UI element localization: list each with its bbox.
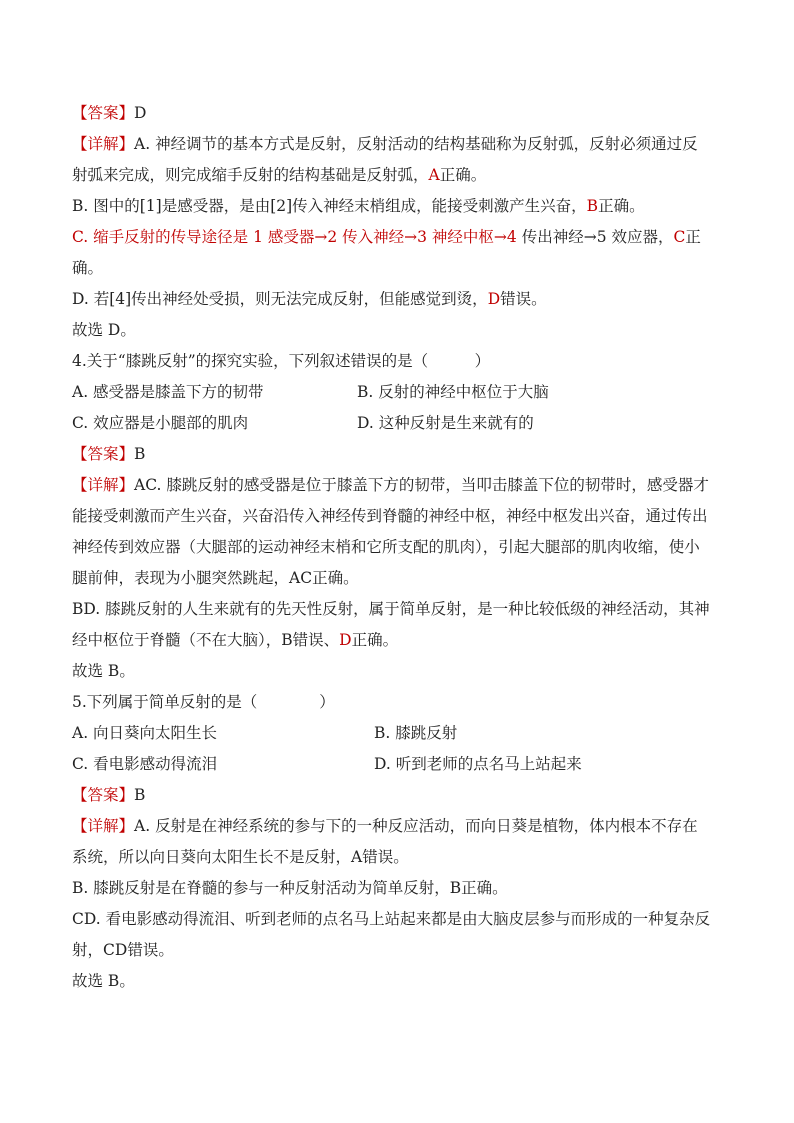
detail-text: 正确。 <box>351 631 399 649</box>
detail-text: 正确。 <box>598 197 645 215</box>
q3-detail-a-line1 <box>72 129 724 160</box>
q4-detail-ac-line4 <box>72 563 724 594</box>
q4-stem <box>72 346 724 377</box>
detail-text: 错误。 <box>127 941 174 959</box>
q4-detail-ac-line1 <box>72 470 724 501</box>
detail-tag: 【详解】 <box>72 476 135 494</box>
detail-text: AC. 膝跳反射的感受器是位于膝盖下方的韧带，当叩击膝盖下位的韧带时，感受器才 <box>134 476 709 494</box>
q4-options-row1 <box>72 377 724 408</box>
q3-detail-d <box>72 284 724 315</box>
q5-choose <box>72 966 724 997</box>
detail-text: 系统，所以向日葵向太阳生长不是反射， <box>72 848 352 866</box>
option-c: C. 看电影感动得流泪 <box>72 755 218 773</box>
option-mark: CD <box>103 941 128 959</box>
q3-detail-a-line2 <box>72 160 724 191</box>
q4-options-row2 <box>72 408 724 439</box>
choose-text: 故选 B。 <box>72 662 135 680</box>
option-b: B. 反射的神经中枢位于大脑 <box>357 383 549 401</box>
q4-detail-bd-line2 <box>72 625 724 656</box>
option-mark: C <box>673 228 686 246</box>
detail-text: 能接受刺激而产生兴奋，兴奋沿传入神经传到脊髓的神经中枢，神经中枢发出兴奋，通过传出 <box>72 507 708 525</box>
choose-text: 故选 D。 <box>72 321 136 339</box>
option-mark: B <box>281 631 293 649</box>
detail-text: 神经传到效应器（大腿部的运动神经末梢和它所支配的肌肉），引起大腿部的肌肉收缩，使小 <box>72 538 700 556</box>
question-stem: 5.下列属于简单反射的是（ ） <box>72 693 335 711</box>
option-mark: B <box>586 197 599 215</box>
option-mark: D <box>339 631 352 649</box>
detail-text: 错误。 <box>362 848 409 866</box>
document-page <box>72 98 724 997</box>
answer-tag: 【答案】 <box>72 786 135 804</box>
detail-text: CD. 看电影感动得流泪、听到老师的点名马上站起来都是由大脑皮层参与而形成的一种复杂反 <box>72 910 711 928</box>
q5-detail-cd-line2 <box>72 935 724 966</box>
detail-text: 腿前伸，表现为小腿突然跳起， <box>72 569 290 587</box>
detail-text: 射， <box>72 941 104 959</box>
detail-tag: 【详解】 <box>72 817 135 835</box>
option-mark: AC <box>289 569 313 587</box>
q3-detail-b <box>72 191 724 222</box>
q4-detail-ac-line3 <box>72 532 724 563</box>
detail-text: D. 若[4]传出神经处受损，则无法完成反射，但能感觉到烫， <box>72 290 488 308</box>
detail-text: B. 图中的[1]是感受器，是由[2]传入神经末梢组成，能接受刺激产生兴奋， <box>72 197 587 215</box>
detail-text: 经中枢位于脊髓（不在大脑）， <box>72 631 282 649</box>
detail-text: 正确。 <box>439 166 487 184</box>
detail-text: 确。 <box>72 259 104 277</box>
detail-text: 正确。 <box>312 569 359 587</box>
detail-tag: 【详解】 <box>72 135 135 153</box>
question-stem: 4.关于“膝跳反射”的探究实验，下列叙述错误的是（ ） <box>72 352 491 370</box>
q5-detail-a-line1 <box>72 811 724 842</box>
detail-text: 错误。 <box>500 290 547 308</box>
q4-answer <box>72 439 724 470</box>
q3-detail-c-line1 <box>72 222 724 253</box>
answer-tag: 【答案】 <box>72 445 135 463</box>
q4-detail-ac-line2 <box>72 501 724 532</box>
detail-text: 正 <box>685 228 701 246</box>
option-a: A. 向日葵向太阳生长 <box>72 724 218 742</box>
q5-detail-cd-line1 <box>72 904 724 935</box>
option-mark: A <box>428 166 440 184</box>
detail-text: 射弧来完成，则完成缩手反射的结构基础是反射弧， <box>72 166 429 184</box>
choose-text: 故选 B。 <box>72 972 135 990</box>
detail-text: 传出神经→5 效应器， <box>516 228 674 246</box>
detail-text: 错误、 <box>292 631 340 649</box>
detail-text: A. 神经调节的基本方式是反射，反射活动的结构基础称为反射弧，反射必须通过反 <box>134 135 698 153</box>
q3-detail-c-line2 <box>72 253 724 284</box>
detail-text: BD. 膝跳反射的人生来就有的先天性反射，属于简单反射，是一种比较低级的神经活动，其神 <box>72 600 710 618</box>
option-d: D. 听到老师的点名马上站起来 <box>374 755 582 773</box>
option-a: A. 感受器是膝盖下方的韧带 <box>72 383 264 401</box>
q5-stem <box>72 687 724 718</box>
q4-choose <box>72 656 724 687</box>
answer-value: D <box>134 104 147 122</box>
option-mark: D <box>487 290 501 308</box>
option-b: B. 膝跳反射 <box>374 724 458 742</box>
detail-text: C. 缩手反射的传导途径是 1 感受器→2 传入神经→3 神经中枢→ <box>72 228 507 246</box>
detail-text: A. 反射是在神经系统的参与下的一种反应活动，而向日葵是植物，体内根本不存在 <box>134 817 698 835</box>
detail-number: 4 <box>506 228 517 246</box>
q3-choose <box>72 315 724 346</box>
q4-detail-bd-line1 <box>72 594 724 625</box>
option-mark: B <box>449 879 462 897</box>
option-d: D. 这种反射是生来就有的 <box>357 414 534 432</box>
q5-options-row2 <box>72 749 724 780</box>
detail-text: 正确。 <box>461 879 508 897</box>
option-mark: A <box>351 848 363 866</box>
answer-value: B <box>134 786 146 804</box>
answer-tag: 【答案】 <box>72 104 135 122</box>
q5-detail-b <box>72 873 724 904</box>
option-c: C. 效应器是小腿部的肌肉 <box>72 414 249 432</box>
q5-detail-a-line2 <box>72 842 724 873</box>
detail-text: B. 膝跳反射是在脊髓的参与一种反射活动为简单反射， <box>72 879 450 897</box>
answer-value: B <box>134 445 146 463</box>
q3-answer <box>72 98 724 129</box>
q5-options-row1 <box>72 718 724 749</box>
q5-answer <box>72 780 724 811</box>
